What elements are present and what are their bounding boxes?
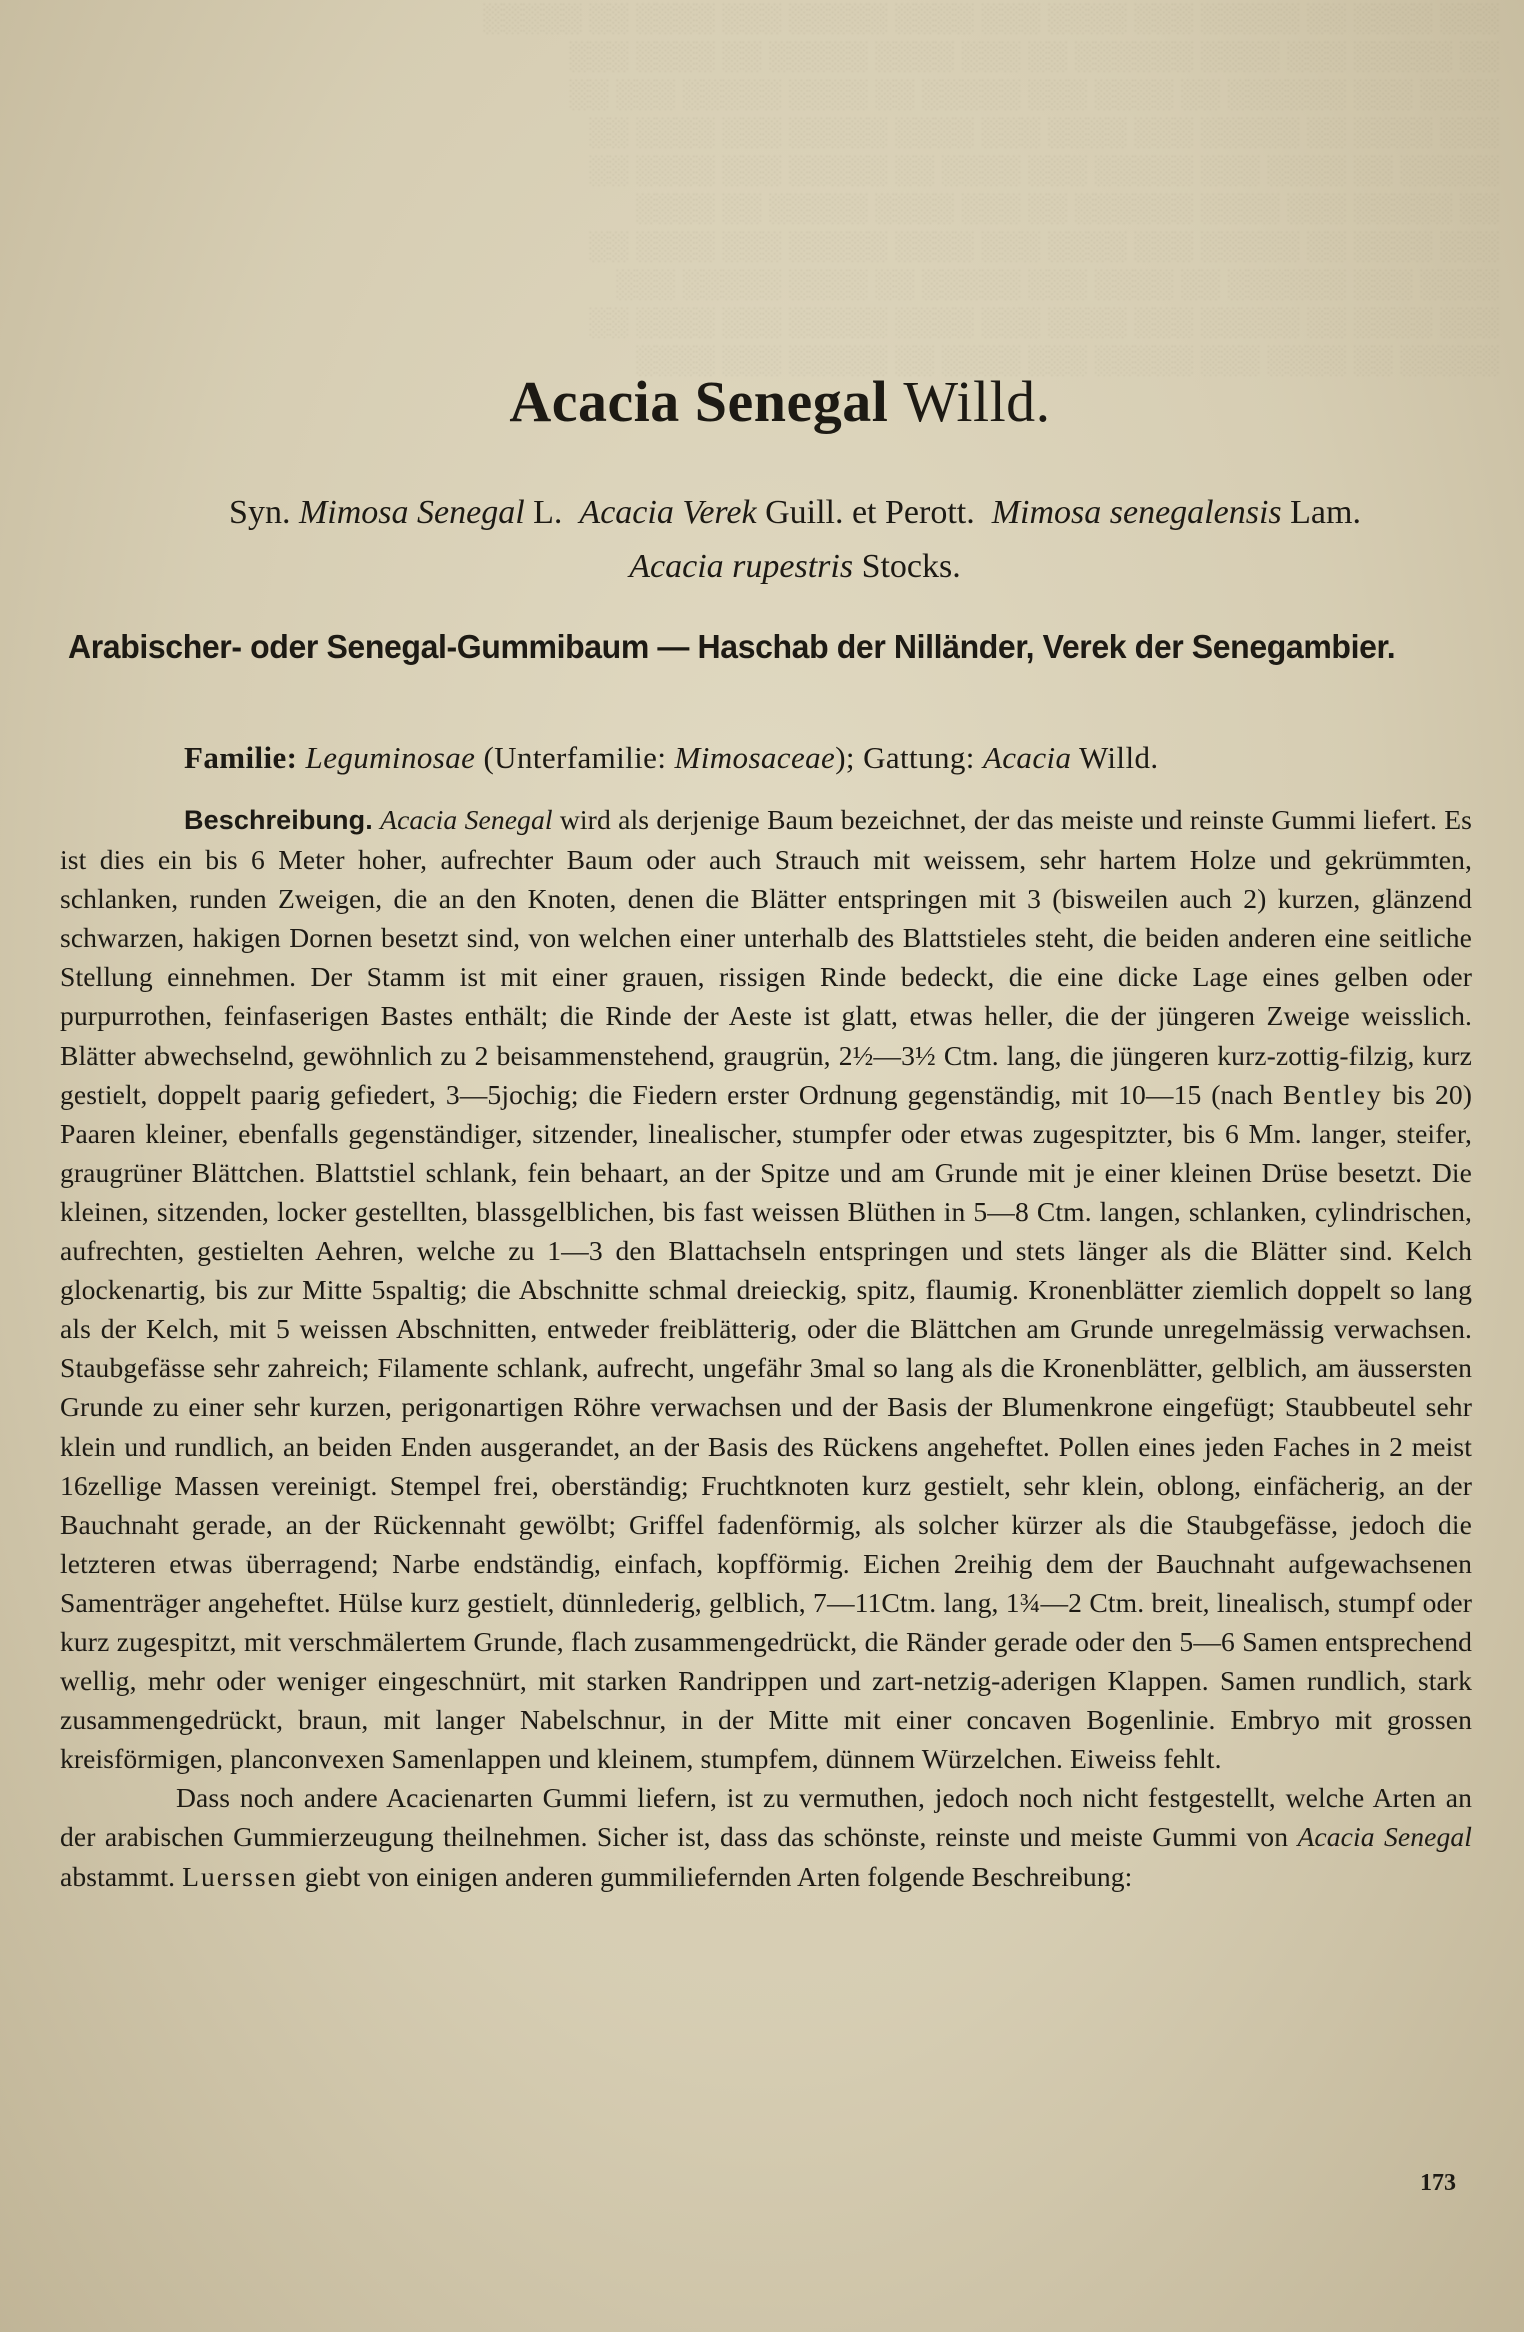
subfamily-name: Mimosaceae — [674, 740, 836, 775]
description-body — [60, 800, 1472, 1896]
synonym-name: Mimosa senegalensis — [991, 494, 1282, 531]
paragraph-text: wird als derjenige Baum bezeichnet, der das meiste und reinste Gummi liefert. Es ist dies ein bis 6 Meter hoher, aufrechter Baum oder auch Strauch mit weissem, sehr hartem Holze und gekrümmten, schlanken, runden Zweigen, die an den Knoten, denen die Blätter entspringen mit 3 (bisweilen auch 2) kurzen, glänzend schwarzen, hakigen Dornen besetzt sind, von welchen einer unterhalb des Blattstieles steht, die beiden anderen eine seitliche Stellung einnehmen. Der Stamm ist mit einer grauen, rissigen Rinde bedeckt, die eine dicke Lage eines gelben oder purpurrothen, feinfaserigen Bastes enthält; die Rinde der Aeste ist glatt, etwas heller, die der jüngeren Zweige weisslich. Blätter abwechselnd, gewöhnlich zu 2 beisammenstehend, graugrün, 2½—3½ Ctm. lang, die jüngeren kurz-zottig-filzig, kurz gestielt, doppelt paarig gefiedert, 3—5jochig; die Fiedern erster Ordnung gegenständig, mit 10—15 (nach — [60, 804, 1473, 1110]
description-lead: Beschreibung. — [184, 805, 373, 835]
synonym-name: Acacia Verek — [579, 494, 757, 531]
species-name: Acacia Senegal — [509, 369, 889, 434]
bleed-through-text: ░░░ ░░░░ ░░ ░░░░░ ░░░ ░░░░ ░░░ ░░░░ ░░░░░ ░░░ ░░░░ ░░ ░░░░░ ░░ ░░░░░ ░░░ ░░░░ ░░░░░░ ░░ ░░░ ░░░░ ░░░░░ ░░ ░░░░ ░░░ ░░░░ ░░░ ░░░░░░ ░░ ░░░░ ░░░ ░░░░░ ░░ ░░░░ ░░░░░ ░░░ ░░ ░░░ ░░░░ ░░ ░░░░░ ░░░ ░░░░ ░░░ ░░░░ ░░░░░ ░░░ ░░░░ ░░ ░░░░░ ░░ ░░░░ ░░░ ░░░░░ ░░░ ░░░░ ░░ ░░░░░ ░░░ ░░░░ ░░ ░░ ░░░░░ ░░░ ░░░░ ░░░░░░ ░░ ░░░ ░░░░ ░░░░░ ░░ ░░░░ ░░░ ░░░░ ░░ ░░░░░ ░░░ ░░░░ ░░░ ░░░░ ░░░░░ ░░░ ░░░░ ░░ ░░░░ ░░░ ░░░░░░ ░░ ░░░░ ░░░ ░░░░░ ░░ ░░░░ ░░░░░ ░░░ ░░░ ░░░░ ░░ ░░░░░ ░░░ ░░░░ ░░░ ░░░░ ░░░░░ ░░░ ░░░░ ░░ ░░░░░ ░░ ░░░░ ░░░ ░░░░░ ░░░ ░░░░ ░░ ░░░░░ ░░░ ░░░░ — [483, 3, 1500, 376]
synonym-name: Acacia rupestris — [629, 548, 854, 585]
synonym-prefix: Syn. — [229, 494, 291, 531]
subfamily-close: ); — [835, 740, 855, 775]
paragraph-text: abstammt. — [60, 1860, 176, 1892]
genus-author: Willd. — [1079, 740, 1159, 775]
genus-label: Gattung: — [863, 740, 975, 775]
species-reference: Acacia Senegal — [380, 804, 553, 835]
synonym-name: Mimosa Senegal — [298, 494, 525, 531]
synonym-author: Lam. — [1290, 494, 1361, 531]
paragraph-text: bis 20) Paaren kleiner, ebenfalls gegenständiger, sitzender, linealischer, stumpfer oder etwas zugespitzter, bis 6 Mm. langer, steifer, graugrüner Blättchen. Blattstiel schlank, fein behaart, an der Spitze und am Grunde mit je einer kleinen Drüse besetzt. Die kleinen, sitzenden, locker gestellten, blassgelblichen, bis fast weissen Blüthen in 5—8 Ctm. langen, schlanken, cylindrischen, aufrechten, gestielten Aehren, welche zu 1—3 den Blattachseln entspringen und stets länger als die Blätter sind. Kelch glockenartig, bis zur Mitte 5spaltig; die Abschnitte schmal dreieckig, spitz, flaumig. Kronenblätter ziemlich doppelt so lang als der Kelch, mit 5 weissen Abschnitten, entweder freiblätterig, oder die Blättchen am Grunde unregelmässig verwachsen. Staubgefässe sehr zahreich; Filamente schlank, aufrecht, ungefähr 3mal so lang als die Kronenblätter, gelblich, am äussersten Grunde zu einer sehr kurzen, perigonartigen Röhre verwachsen und der Basis der Blumenkrone eingefügt; Staubbeutel sehr klein und rundlich, an beiden Enden ausgerandet, an der Basis des Rückens angeheftet. Pollen eines jeden Faches in 2 meist 16zellige Massen vereinigt. Stempel frei, oberständig; Fruchtknoten kurz gestielt, sehr klein, oblong, einfächerig, an der Bauchnaht gerade, an der Rückennaht gewölbt; Griffel fadenförmig, als solcher kürzer als die Staubgefässe, jedoch die letzteren etwas überragend; Narbe endständig, einfach, kopfförmig. Eichen 2reihig dem der Bauchnaht aufgewachsenen Samenträger angeheftet. Hülse kurz gestielt, dünnlederig, gelblich, 7—11Ctm. lang, 1¾—2 Ctm. breit, linealisch, stumpf oder kurz zugespitzt, mit verschmälertem Grunde, flach zusammengedrückt, die Ränder gerade oder den 5—6 Samen entsprechend wellig, mehr oder weniger eingeschnürt, mit starken Randrippen und zart-netzig-aderigen Klappen. Samen rundlich, stark zusammengedrückt, braun, mit langer Nabelschnur, in der Mitte mit einer concaven Bogenlinie. Embryo mit grossen kreisförmigen, planconvexen Samenlappen und kleinem, stumpfem, dünnem Würzelchen. Eiweiss fehlt. — [60, 1078, 1473, 1775]
synonym-author: Guill. et Perott. — [765, 494, 975, 531]
genus-name: Acacia — [982, 740, 1072, 775]
family-line — [184, 740, 1159, 776]
description-paragraph — [60, 1778, 1472, 1895]
page-number: 173 — [1420, 2170, 1456, 2196]
family-name: Leguminosae — [305, 740, 476, 775]
synonyms — [110, 486, 1480, 594]
page-title — [0, 368, 1524, 435]
paragraph-text: giebt von einigen anderen gummiliefernden Arten folgende Beschreibung: — [304, 1860, 1133, 1892]
paragraph-text: Dass noch andere Acacienarten Gummi liefern, ist zu vermuthen, jedoch noch nicht festgestellt, welche Arten an der arabischen Gummierzeugung theilnehmen. Sicher ist, dass das schönste, reinste und meiste Gummi von — [60, 1782, 1472, 1853]
subfamily-label: (Unterfamilie: — [483, 740, 667, 775]
author-reference: Luerssen — [182, 1860, 298, 1892]
synonym-author: Stocks. — [861, 548, 961, 585]
synonym-author: L. — [533, 494, 563, 531]
species-author: Willd. — [903, 369, 1051, 434]
author-reference: Bentley — [1282, 1078, 1383, 1110]
description-paragraph — [60, 800, 1472, 1778]
family-label: Familie: — [184, 740, 298, 775]
species-reference: Acacia Senegal — [1297, 1821, 1473, 1853]
common-names-heading: Arabischer- oder Senegal-Gummibaum — Haschab der Nilländer, Verek der Senegambier. — [68, 628, 1396, 665]
